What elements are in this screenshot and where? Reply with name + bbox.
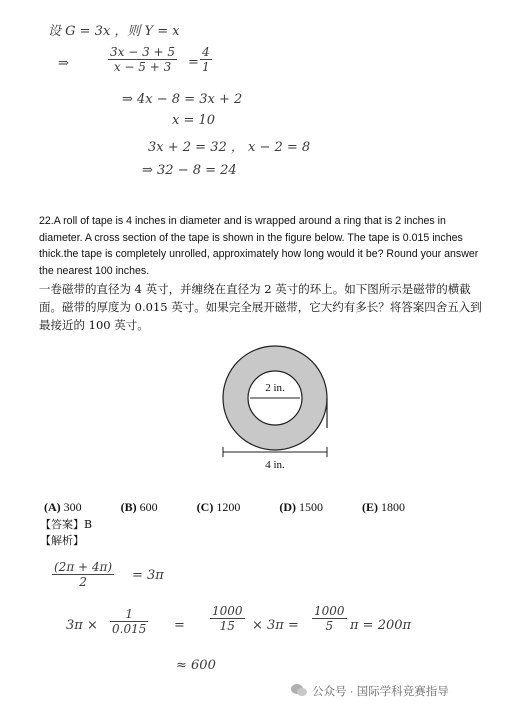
- work-fraction-b2: [210, 604, 245, 633]
- choice-e: (E) 1800: [362, 500, 406, 514]
- fraction-numerator: 3x − 3 + 5: [110, 45, 176, 59]
- work-line-1: 设 G = 3x ，则 Y = x: [48, 24, 180, 39]
- fraction-denominator: 0.015: [112, 622, 147, 636]
- work-equals-b1: =: [174, 618, 185, 633]
- choice-a: (A) 300: [44, 500, 82, 514]
- work-equals-1: =: [188, 55, 199, 70]
- wechat-icon: [290, 683, 308, 697]
- work-line-5: 3x + 2 = 32 ， x − 2 = 8: [148, 140, 311, 155]
- work-line-b-mid: × 3π =: [252, 618, 299, 633]
- work-arrow-1: ⇒: [58, 56, 69, 71]
- work-line-b-start: 3π ×: [66, 618, 98, 633]
- tape-cross-section-figure: [215, 338, 345, 473]
- fraction-numerator: 4: [202, 45, 210, 59]
- choice-b: (B) 600: [120, 500, 158, 514]
- fraction-denominator: 2: [79, 575, 87, 589]
- fraction-numerator: 1000: [212, 604, 243, 618]
- choice-d: (D) 1500: [279, 500, 324, 514]
- fraction-denominator: 5: [325, 619, 334, 633]
- choice-c: (C) 1200: [196, 500, 241, 514]
- work-fraction-b3: [312, 604, 347, 633]
- fraction-denominator: 1: [202, 60, 210, 74]
- work-line-a: = 3π: [132, 568, 164, 583]
- fraction-denominator: x − 5 + 3: [113, 60, 172, 74]
- work-line-4: x = 10: [172, 113, 216, 128]
- work-fraction-a: [52, 560, 114, 589]
- answer-label: 【答案】B: [40, 518, 93, 531]
- fraction-denominator: 15: [219, 619, 235, 633]
- watermark-text: 公众号 · 国际学科竞赛指导: [312, 686, 449, 698]
- work-line-c: ≈ 600: [176, 658, 216, 673]
- work-fraction-b1: [110, 607, 148, 636]
- answer-choices: [44, 500, 441, 515]
- work-line-b-end: π = 200π: [350, 618, 412, 633]
- work-line-6: ⇒ 32 − 8 = 24: [142, 163, 237, 178]
- inner-diameter-label: 2 in.: [265, 382, 285, 394]
- work-fraction-2: [200, 45, 212, 74]
- fraction-numerator: (2π + 4π): [54, 560, 113, 574]
- problem-text-chinese: 一卷磁带的直径为 4 英寸，并缠绕在直径为 2 英寸的环上。如下图所示是磁带的横截面。磁带的厚度为 0.015 英寸。如果完全展开磁带，它大约有多长？将答案四舍五入到最接近的 100 英寸。: [39, 282, 482, 332]
- problem-text-english: 22.A roll of tape is 4 inches in diameter and is wrapped around a ring that is 2 inches in diameter. A cross section of the tape is shown in the figure below. The tape is 0.015 inches thick.the tape is completely unrolled, approximately how long would it be? Round your answer the nearest 100 inches.: [39, 215, 479, 277]
- outer-diameter-label: 4 in.: [265, 459, 285, 471]
- work-line-3: ⇒ 4x − 8 = 3x + 2: [122, 92, 243, 107]
- fraction-numerator: 1: [110, 607, 148, 622]
- fraction-numerator: 1000: [314, 604, 345, 618]
- analysis-label: 【解析】: [40, 534, 84, 547]
- work-fraction-1: [108, 45, 177, 74]
